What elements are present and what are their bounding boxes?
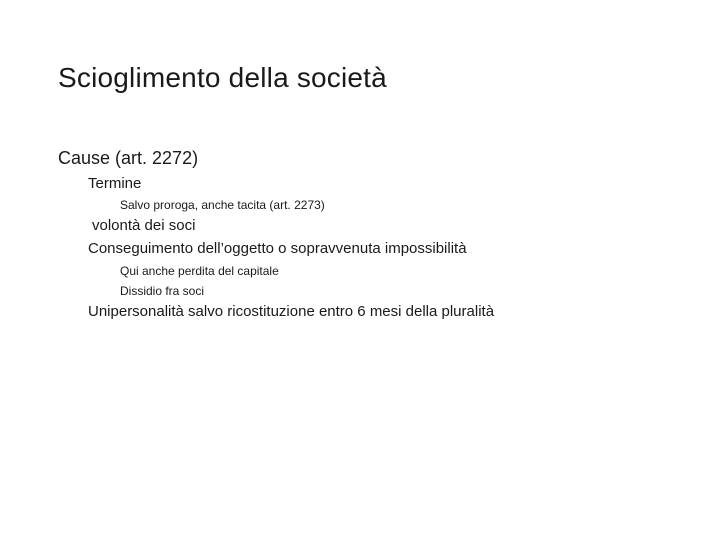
sub-bullet-proroga: Salvo proroga, anche tacita (art. 2273) — [120, 198, 325, 212]
bullet-volonta: volontà dei soci — [92, 217, 196, 234]
bullet-unipersonalita: Unipersonalità salvo ricostituzione entro 6 mesi della pluralità — [88, 303, 495, 320]
bullet-cause: Cause (art. 2272) — [58, 148, 199, 168]
sub-bullet-dissidio: Dissidio fra soci — [120, 284, 205, 298]
bullet-conseguimento: Conseguimento dell’oggetto o sopravvenuta impossibilità — [88, 240, 467, 257]
slide-title: Scioglimento della società — [58, 62, 387, 93]
sub-bullet-perdita-capitale: Qui anche perdita del capitale — [120, 264, 279, 278]
bullet-termine: Termine — [88, 175, 142, 192]
